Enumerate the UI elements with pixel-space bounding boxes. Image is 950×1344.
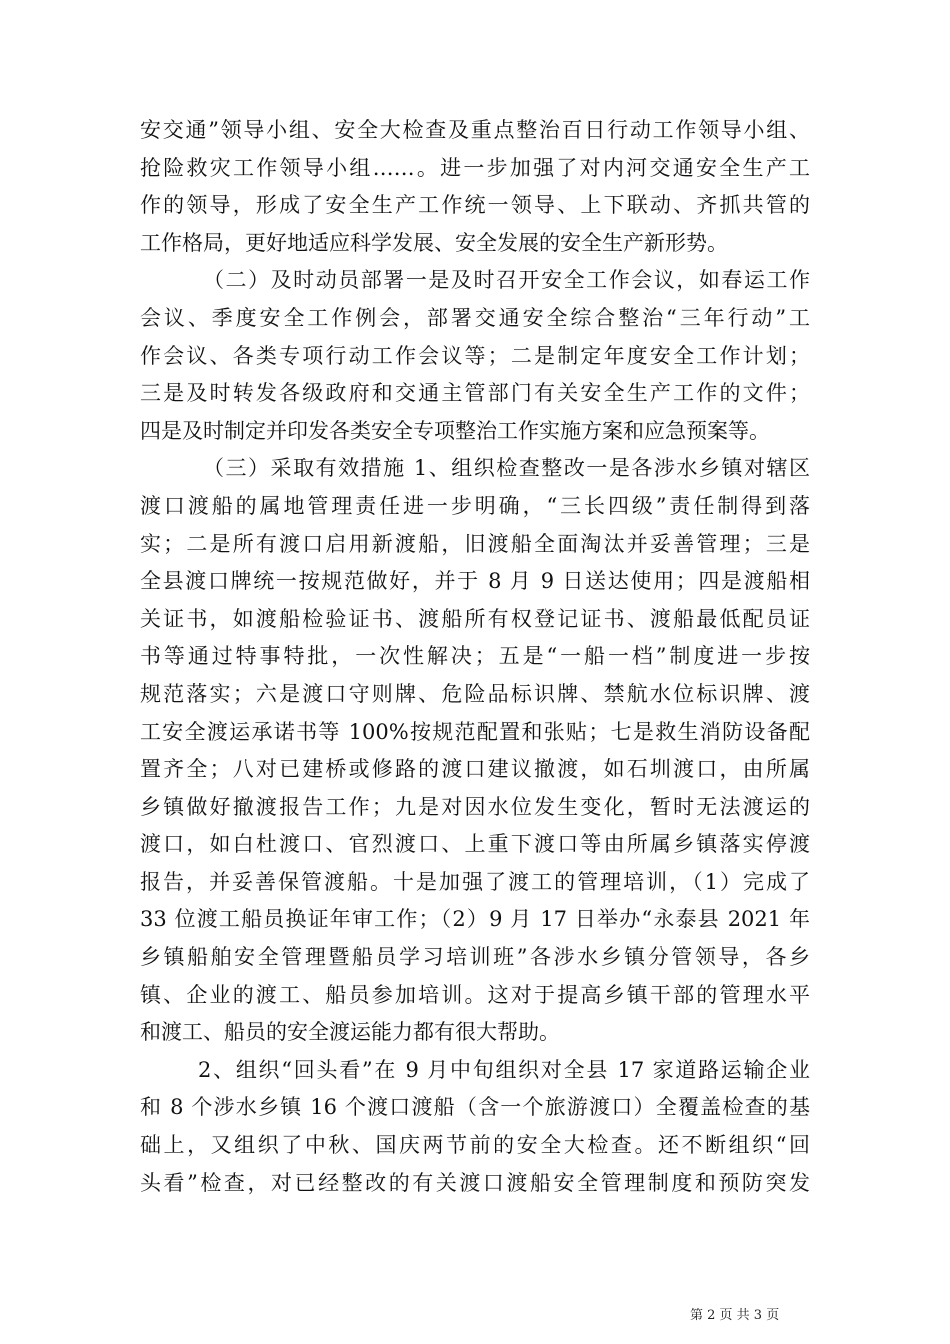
text-line: 抢险救灾工作领导小组……。进一步加强了对内河交通安全生产工	[140, 155, 810, 180]
text-line: 渡口，如白杜渡口、官烈渡口、上重下渡口等由所属乡镇落实停渡	[140, 832, 810, 857]
paragraph-1	[140, 112, 810, 262]
text-line: 工安全渡运承诺书等 100%按规范配置和张贴；七是救生消防设备配	[140, 719, 810, 744]
text-line: 作会议、各类专项行动工作会议等；二是制定年度安全工作计划；	[140, 343, 810, 368]
text-line: 作的领导，形成了安全生产工作统一领导、上下联动、齐抓共管的	[140, 193, 810, 218]
text-line: 会议、季度安全工作例会，部署交通安全综合整治“三年行动”工	[140, 305, 810, 330]
text-line: 础上，又组织了中秋、国庆两节前的安全大检查。还不断组织“回	[140, 1133, 810, 1158]
text-line: 实；二是所有渡口启用新渡船，旧渡船全面淘汰并妥善管理；三是	[140, 531, 810, 556]
text-line: 和渡工、船员的安全渡运能力都有很大帮助。	[140, 1020, 560, 1045]
text-line: 全县渡口牌统一按规范做好，并于 8 月 9 日送达使用；四是渡船相	[140, 569, 810, 594]
text-line: 33 位渡工船员换证年审工作；（2）9 月 17 日举办“永泰县 2021 年	[140, 907, 810, 932]
text-line: 渡口渡船的属地管理责任进一步明确，“三长四级”责任制得到落	[140, 493, 810, 518]
page-number-footer: 第 2 页 共 3 页	[690, 1308, 780, 1323]
text-line: 2、组织“回头看”在 9 月中旬组织对全县 17 家道路运输企业	[198, 1057, 810, 1082]
text-line: 置齐全；八对已建桥或修路的渡口建议撤渡，如石圳渡口，由所属	[140, 757, 810, 782]
text-line: 规范落实；六是渡口守则牌、危险品标识牌、禁航水位标识牌、渡	[140, 681, 810, 706]
text-line: 四是及时制定并印发各类安全专项整治工作实施方案和应急预案等。	[140, 418, 770, 443]
text-line: 头看”检查，对已经整改的有关渡口渡船安全管理制度和预防突发	[140, 1170, 810, 1195]
text-line: 三是及时转发各级政府和交通主管部门有关安全生产工作的文件；	[140, 381, 810, 406]
text-line: （二）及时动员部署一是及时召开安全工作会议，如春运工作	[203, 268, 810, 293]
text-line: 和 8 个涉水乡镇 16 个渡口渡船（含一个旅游渡口）全覆盖检查的基	[140, 1095, 810, 1120]
text-line: 报告，并妥善保管渡船。十是加强了渡工的管理培训，（1）完成了	[140, 869, 810, 894]
text-line: 乡镇做好撤渡报告工作；九是对因水位发生变化，暂时无法渡运的	[140, 794, 810, 819]
text-line: 镇、企业的渡工、船员参加培训。这对于提高乡镇干部的管理水平	[140, 982, 810, 1007]
text-line: 关证书，如渡船检验证书、渡船所有权登记证书、渡船最低配员证	[140, 606, 810, 631]
text-line: 乡镇船舶安全管理暨船员学习培训班”各涉水乡镇分管领导，各乡	[140, 945, 810, 970]
paragraph-2	[140, 262, 810, 450]
paragraph-4	[140, 1052, 810, 1202]
text-line: 安交通”领导小组、安全大检查及重点整治百日行动工作领导小组、	[140, 118, 810, 142]
text-line: 书等通过特事特批，一次性解决；五是“一船一档”制度进一步按	[140, 644, 810, 669]
document-body	[140, 112, 810, 1202]
paragraph-3	[140, 450, 810, 1052]
text-line: （三）采取有效措施 1、组织检查整改一是各涉水乡镇对辖区	[203, 456, 810, 481]
text-line: 工作格局，更好地适应科学发展、安全发展的安全生产新形势。	[140, 230, 728, 255]
